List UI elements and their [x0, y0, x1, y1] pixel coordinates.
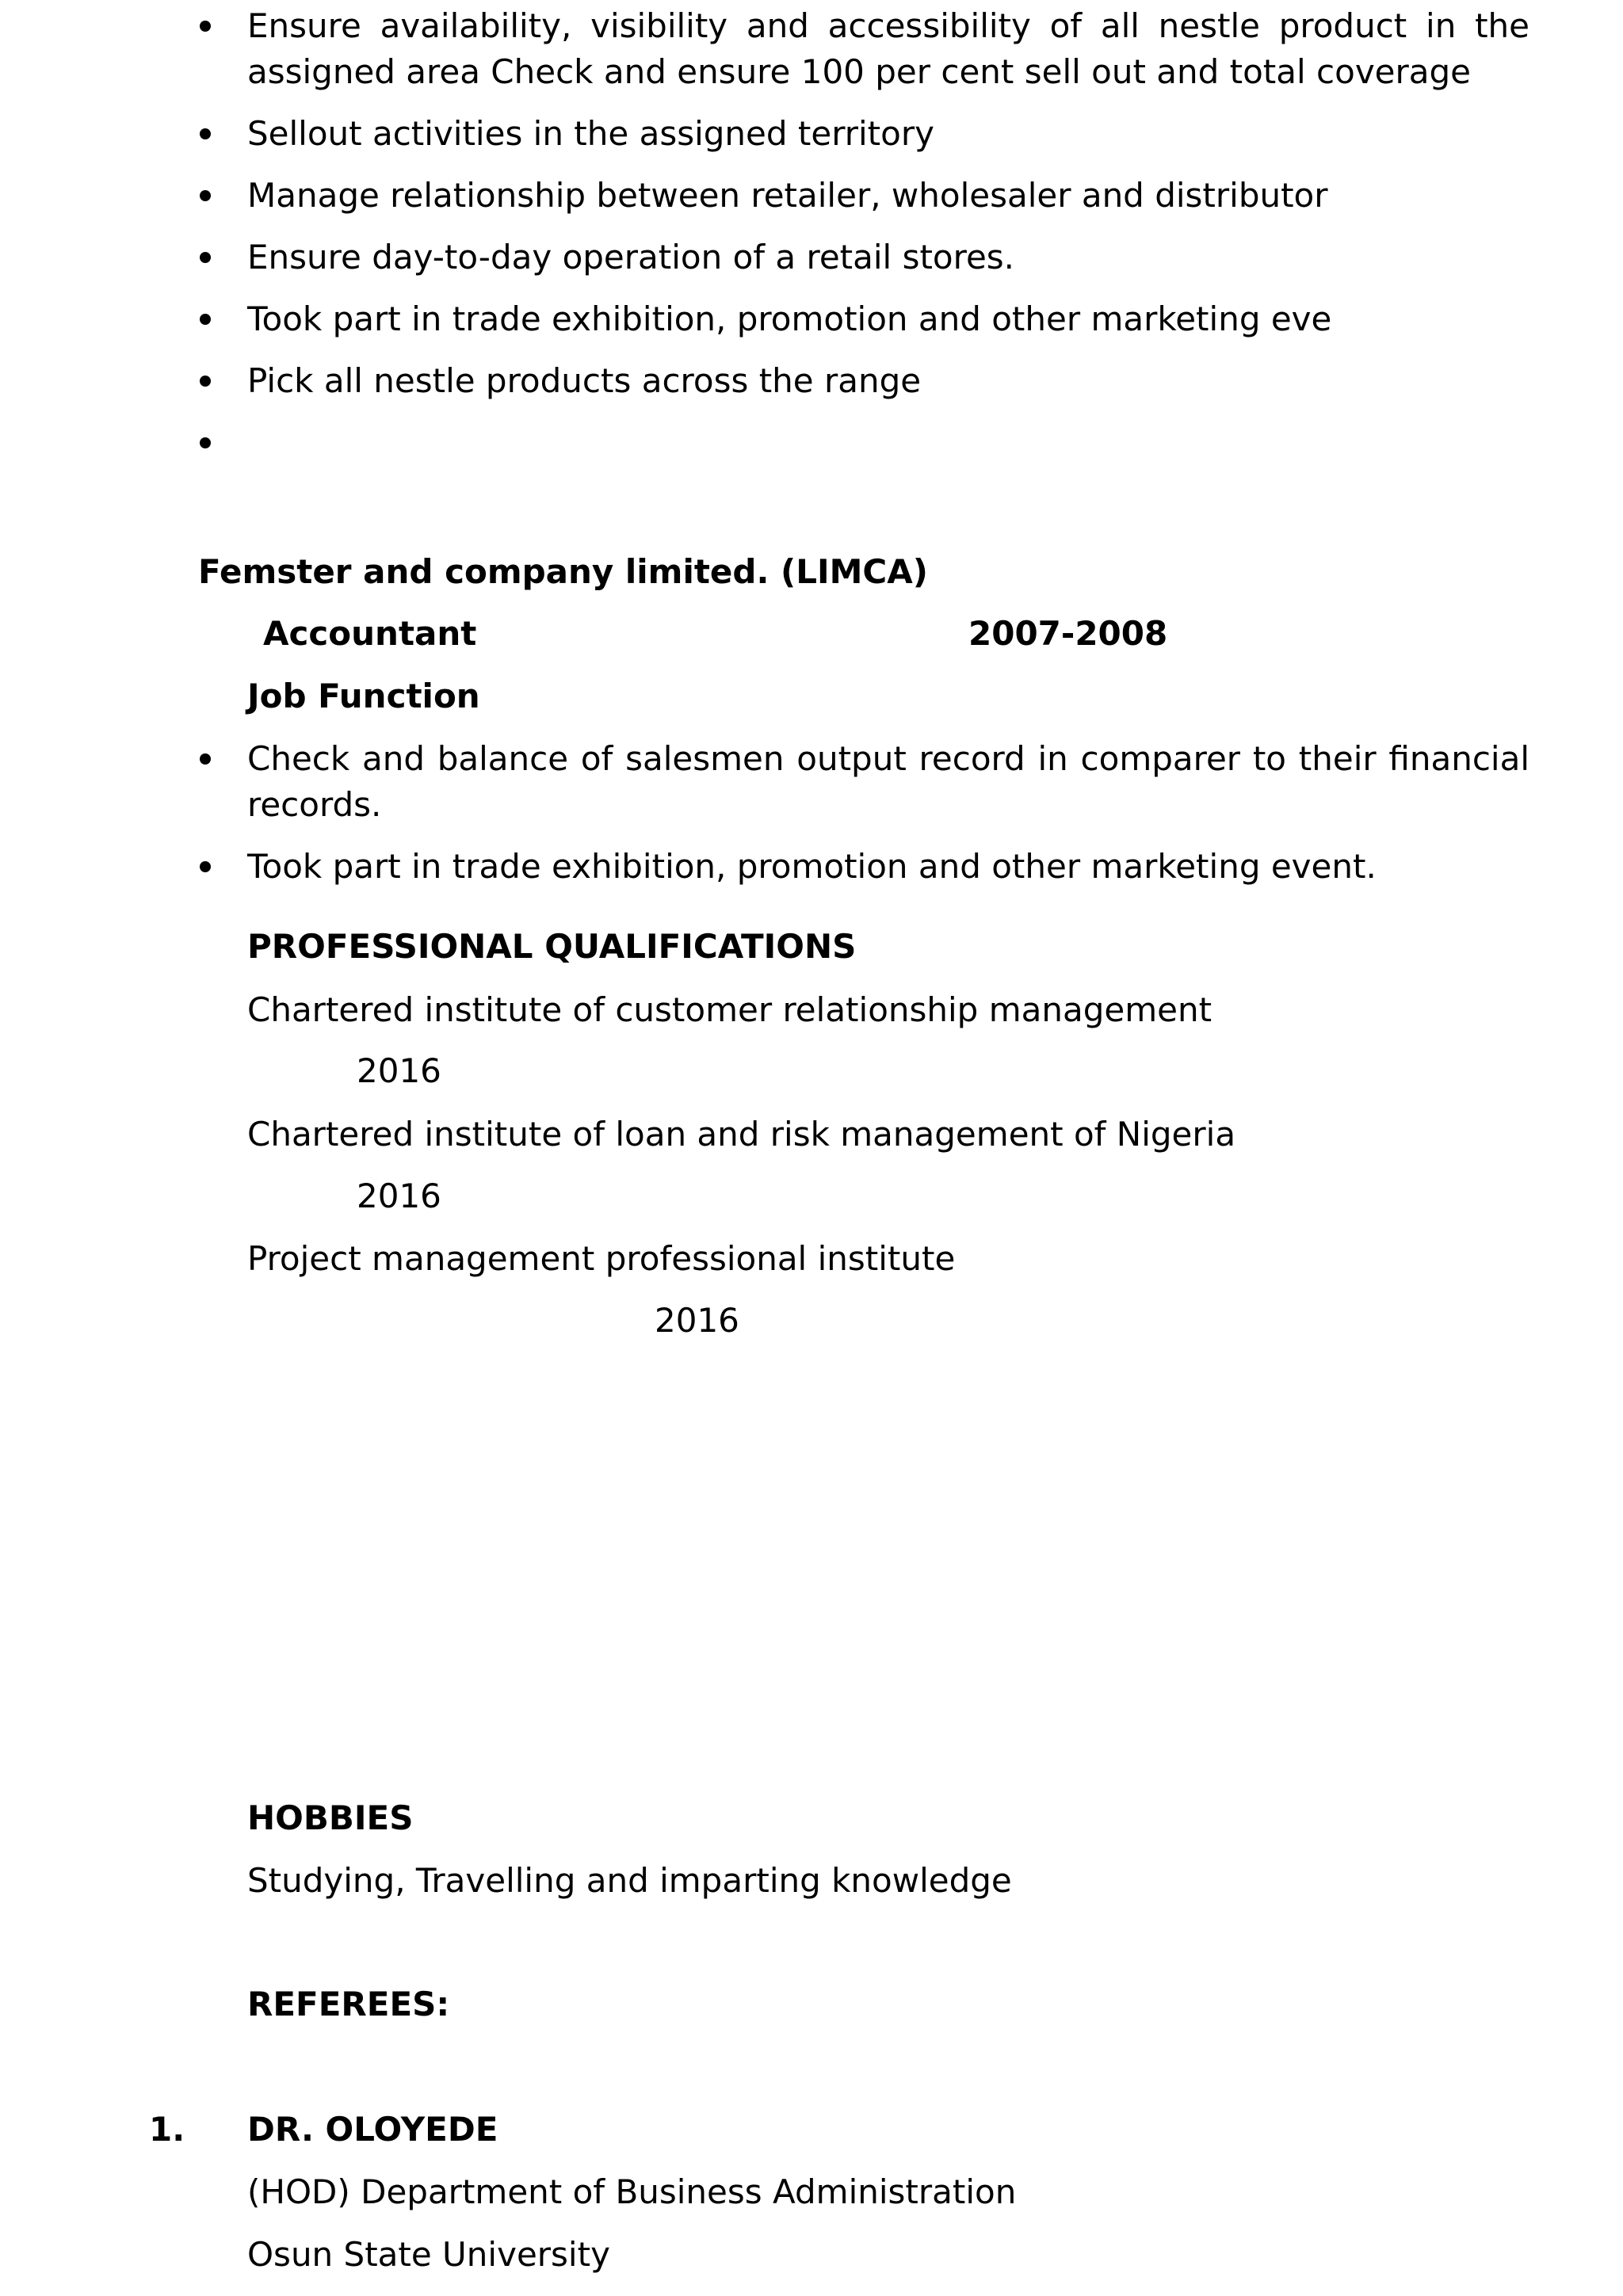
list-item: Ensure day-to-day operation of a retail stores. [198, 235, 1529, 280]
job-years: 2007-2008 [968, 614, 1168, 653]
nestle-duties-list [198, 3, 1529, 482]
bullet-icon [200, 314, 211, 325]
qualification-year: 2016 [655, 1301, 739, 1340]
qualification-year: 2016 [357, 1177, 441, 1215]
job-function-heading: Job Function [247, 677, 480, 715]
qualification-name: Chartered institute of loan and risk management of Nigeria [247, 1115, 1236, 1154]
bullet-icon [200, 190, 211, 201]
referee-line: Osun State University [247, 2235, 610, 2274]
company-name: Femster and company limited. (LIMCA) [198, 552, 928, 591]
bullet-icon [200, 252, 211, 263]
femster-duties-list [198, 736, 1529, 906]
referee-name: DR. OLOYEDE [247, 2110, 498, 2149]
bullet-icon [200, 128, 211, 139]
hobbies-heading: HOBBIES [247, 1798, 414, 1837]
qualification-year: 2016 [357, 1051, 441, 1090]
bullet-icon [200, 437, 211, 448]
bullet-icon [200, 861, 211, 872]
bullet-icon [200, 21, 211, 32]
bullet-icon [200, 753, 211, 765]
list-item: Took part in trade exhibition, promotion and other marketing event. [198, 844, 1529, 890]
bullet-icon [200, 376, 211, 387]
list-item [198, 420, 1529, 466]
list-item: Sellout activities in the assigned territory [198, 111, 1529, 157]
qualifications-heading: PROFESSIONAL QUALIFICATIONS [247, 927, 857, 966]
qualification-name: Chartered institute of customer relationship management [247, 990, 1212, 1029]
list-item: Took part in trade exhibition, promotion and other marketing eve [198, 296, 1529, 342]
referee-line: (HOD) Department of Business Administration [247, 2172, 1017, 2211]
list-item: Pick all nestle products across the range [198, 358, 1529, 404]
referee-number: 1. [149, 2110, 185, 2149]
list-item: Manage relationship between retailer, wholesaler and distributor [198, 173, 1529, 219]
referees-heading: REFEREES: [247, 1985, 450, 2023]
job-role: Accountant [263, 614, 477, 653]
list-item: Ensure availability, visibility and accessibility of all nestle product in the assigned area Check and ensure 100 per cent sell out and total coverage [198, 3, 1529, 95]
list-item: Check and balance of salesmen output record in comparer to their financial records. [198, 736, 1529, 828]
qualification-name: Project management professional institute [247, 1239, 956, 1278]
hobbies-text: Studying, Travelling and imparting knowledge [247, 1861, 1012, 1900]
